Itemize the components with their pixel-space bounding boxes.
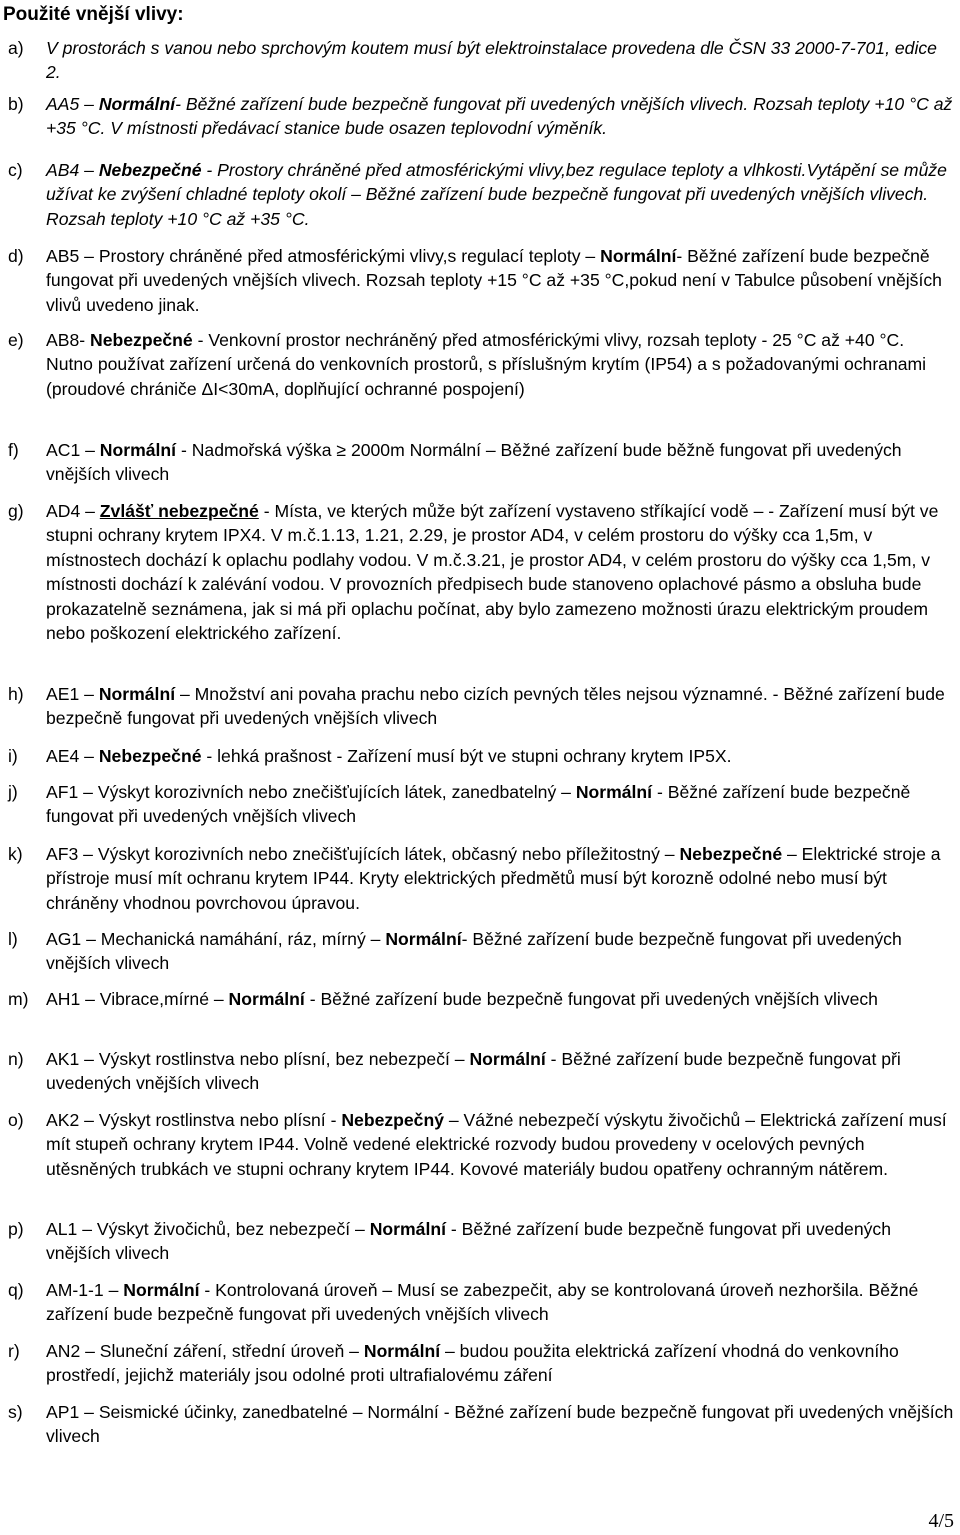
- list-item: [8, 438, 954, 487]
- list-item: [8, 158, 954, 231]
- list-item: [8, 927, 954, 976]
- item-label: q): [8, 1280, 24, 1300]
- item-text-run: - Venkovní prostor nechráněný před atmosférickými vlivy, rozsah teploty - 25 °C až +40 °C. Nutno používat zařízení určená do venkovních prostorů, s příslušným krytím (IP54) a s požadovanými ochranami (proudové chrániče ΔI<30mA, doplňující ochranné pospojení): [46, 330, 927, 399]
- item-label: a): [8, 38, 24, 58]
- item-text-run: AE1 –: [46, 684, 99, 704]
- item-label: f): [8, 440, 19, 460]
- item-text-run: AC1 –: [46, 440, 100, 460]
- item-text: [46, 92, 954, 141]
- item-text-run: Normální: [98, 684, 176, 704]
- item-text-run: - Běžné zařízení bude bezpečně fungovat při uvedených vnějších vlivech: [46, 929, 902, 974]
- item-text-run: Nebezpečný: [341, 1110, 444, 1130]
- item-text-run: Normální: [99, 440, 177, 460]
- item-text-run: Nebezpečné: [90, 330, 193, 350]
- item-label: s): [8, 1402, 23, 1422]
- list-item: [8, 499, 954, 645]
- page-number: 4/5: [928, 1510, 954, 1532]
- item-text-run: - Běžné zařízení bude bezpečně fungovat při uvedených vnějších vlivech. Rozsah teploty +15 °C až +35 °C,pokud není v Tabulce působení vnějších vlivů uvedeno jinak.: [46, 246, 942, 315]
- list-item: [8, 1047, 954, 1096]
- list-item: [8, 328, 954, 401]
- item-text-run: AP1 – Seismické účinky, zanedbatelné – Normální - Běžné zařízení bude bezpečně fungovat při uvedených vnějších vlivech: [46, 1402, 954, 1447]
- list-item: [8, 842, 954, 915]
- item-label: n): [8, 1049, 24, 1069]
- item-label: i): [8, 746, 18, 766]
- item-text-run: AB8-: [46, 330, 91, 350]
- item-text: [46, 438, 954, 487]
- item-text-run: - Nadmořská výška ≥ 2000m Normální – Běžné zařízení bude běžně fungovat při uvedených vnějších vlivech: [46, 440, 902, 485]
- list-item: [8, 1400, 954, 1449]
- item-text-run: AA5 –: [46, 94, 99, 114]
- item-text: [46, 158, 954, 231]
- item-text: [46, 682, 954, 731]
- item-text-run: – budou použita elektrická zařízení vhodná do venkovního prostředí, jejichž materiály jsou odolné proti ultrafialovému záření: [46, 1341, 899, 1386]
- item-text: [46, 744, 954, 768]
- item-text-run: - Běžné zařízení bude bezpečně fungovat při uvedených vnějších vlivech: [46, 1219, 892, 1264]
- item-text: [46, 1108, 954, 1181]
- item-text: [46, 1047, 954, 1096]
- item-text: [46, 927, 954, 976]
- item-label: k): [8, 844, 23, 864]
- item-text: [46, 499, 954, 645]
- list-item: [8, 1108, 954, 1181]
- item-label: r): [8, 1341, 20, 1361]
- item-text-run: - Prostory chráněné před atmosférickými vlivy,bez regulace teploty a vlhkosti.Vytápění se může užívat ke zvýšení chladné teploty okolí – Běžné zařízení bude bezpečně fungovat při uvedených vnějších vlivech. Rozsah teploty +10 °C až +35 °C.: [46, 160, 947, 229]
- item-text: [46, 1400, 954, 1449]
- item-text-run: AE4 –: [46, 746, 99, 766]
- item-text-run: AM-1-1 –: [46, 1280, 124, 1300]
- item-text-run: – Vážné nebezpečí výskytu živočichů – Elektrická zařízení musí mít stupeň ochrany krytem IP44. Volně vedené elektrické rozvody budou provedeny v ocelových pevných utěsněných trubkách ve stupni ochrany krytem IP44. Kovové materiály budou opatřeny ochranným nátěrem.: [46, 1110, 947, 1179]
- list-item: [8, 92, 954, 141]
- item-text-run: Zvlášť nebezpečné: [99, 501, 259, 521]
- item-text: [46, 1217, 954, 1266]
- item-label: m): [8, 989, 29, 1009]
- item-text-run: – Množství ani povaha prachu nebo cizích pevných těles nejsou významné. - Běžné zařízení bude bezpečně fungovat při uvedených vnějších vlivech: [46, 684, 945, 729]
- item-text-run: Normální: [385, 929, 462, 949]
- item-text-run: AD4 –: [46, 501, 100, 521]
- item-text-run: Normální: [123, 1280, 200, 1300]
- item-label: l): [8, 929, 18, 949]
- item-text: [46, 987, 954, 1011]
- item-text-run: - Místa, ve kterých může být zařízení vystaveno stříkající vodě – - Zařízení musí být ve stupni ochrany krytem IPX4. V m.č.1.13, 1.21, 2.29, je prostor AD4, v celém prostoru do výšky cca 1,5m, v místnostech dochází k oplachu podlahy vodou. V m.č.3.21, je prostor AD4, v celém prostoru do výšky cca 1,5m, v místnosti dochází k zalévání vodou. V provozních předpisech bude stanoveno oplachové pásmo a obsluha bude prokazatelně seznámena, jak si má při oplachu počínat, aby bylo zamezeno možnosti úrazu elektrickým proudem nebo poškození elektrického zařízení.: [46, 501, 939, 644]
- item-text-run: AN2 – Sluneční záření, střední úroveň –: [46, 1341, 364, 1361]
- item-text-run: - Běžné zařízení bude bezpečně fungovat při uvedených vnějších vlivech: [304, 989, 878, 1009]
- item-text-run: AG1 – Mechanická namáhání, ráz, mírný –: [46, 929, 386, 949]
- list-item: [8, 244, 954, 317]
- item-text-run: - Běžné zařízení bude bezpečně fungovat při uvedených vnějších vlivech: [46, 1049, 901, 1094]
- item-text-run: Nebezpečné: [98, 160, 202, 180]
- item-text: [46, 244, 954, 317]
- list-item: [8, 36, 954, 85]
- item-label: p): [8, 1219, 24, 1239]
- item-label: j): [8, 782, 18, 802]
- section-title: Použité vnější vlivy:: [3, 4, 184, 25]
- item-text-run: AB5 – Prostory chráněné před atmosférickými vlivy,s regulací teploty –: [46, 246, 601, 266]
- item-label: d): [8, 246, 24, 266]
- item-text-run: - Běžné zařízení bude bezpečně fungovat při uvedených vnějších vlivech: [46, 782, 911, 827]
- item-text-run: AF3 – Výskyt korozivních nebo znečišťujících látek, občasný nebo příležitostný –: [46, 844, 680, 864]
- item-text-run: AK1 – Výskyt rostlinstva nebo plísní, bez nebezpečí –: [46, 1049, 470, 1069]
- item-text-run: V prostorách s vanou nebo sprchovým koutem musí být elektroinstalace provedena dle ČSN 33 2000-7-701, edice 2.: [46, 38, 937, 83]
- item-text-run: Normální: [600, 246, 677, 266]
- item-text-run: AK2 – Výskyt rostlinstva nebo plísní -: [46, 1110, 342, 1130]
- list-item: [8, 780, 954, 829]
- item-text-run: AH1 – Vibrace,mírné –: [46, 989, 229, 1009]
- item-label: o): [8, 1110, 24, 1130]
- item-text-run: – Elektrické stroje a přístroje musí mít ochranu krytem IP44. Kryty elektrických předmětů musí být korozně odolné nebo musí být chráněny vhodnou povrchovou úpravou.: [46, 844, 941, 913]
- item-label: g): [8, 501, 24, 521]
- item-text: [46, 328, 954, 401]
- item-label: c): [8, 160, 23, 180]
- item-text: [46, 1278, 954, 1327]
- item-text: [46, 36, 954, 85]
- item-text-run: Nebezpečné: [98, 746, 202, 766]
- item-text-run: Normální: [363, 1341, 441, 1361]
- item-text-run: AL1 – Výskyt živočichů, bez nebezpečí –: [46, 1219, 370, 1239]
- item-text: [46, 780, 954, 829]
- item-text-run: - lehká prašnost - Zařízení musí být ve stupni ochrany krytem IP5X.: [201, 746, 732, 766]
- item-text-run: Normální: [369, 1219, 446, 1239]
- list-item: [8, 682, 954, 731]
- item-text-run: Normální: [98, 94, 176, 114]
- item-text-run: Normální: [469, 1049, 546, 1069]
- item-text-run: AB4 –: [46, 160, 99, 180]
- item-label: b): [8, 94, 24, 114]
- item-text-run: - Kontrolovaná úroveň – Musí se zabezpečit, aby se kontrolovaná úroveň nezhoršila. Běžné zařízení bude bezpečně fungovat při uvedených vnějších vlivech: [46, 1280, 919, 1325]
- list-item: [8, 1339, 954, 1388]
- list-item: [8, 987, 954, 1011]
- item-label: h): [8, 684, 24, 704]
- item-text-run: Nebezpečné: [679, 844, 783, 864]
- item-text-run: Normální: [228, 989, 305, 1009]
- item-text-run: Normální: [575, 782, 653, 802]
- list-item: [8, 1217, 954, 1266]
- item-text-run: AF1 – Výskyt korozivních nebo znečišťujících látek, zanedbatelný –: [46, 782, 576, 802]
- item-text-run: - Běžné zařízení bude bezpečně fungovat při uvedených vnějších vlivech. Rozsah teploty +10 °C až +35 °C. V místnosti předávací stanice bude osazen teplovodní výměník.: [46, 94, 953, 139]
- item-label: e): [8, 330, 24, 350]
- list-item: [8, 744, 954, 768]
- item-text: [46, 842, 954, 915]
- list-item: [8, 1278, 954, 1327]
- item-text: [46, 1339, 954, 1388]
